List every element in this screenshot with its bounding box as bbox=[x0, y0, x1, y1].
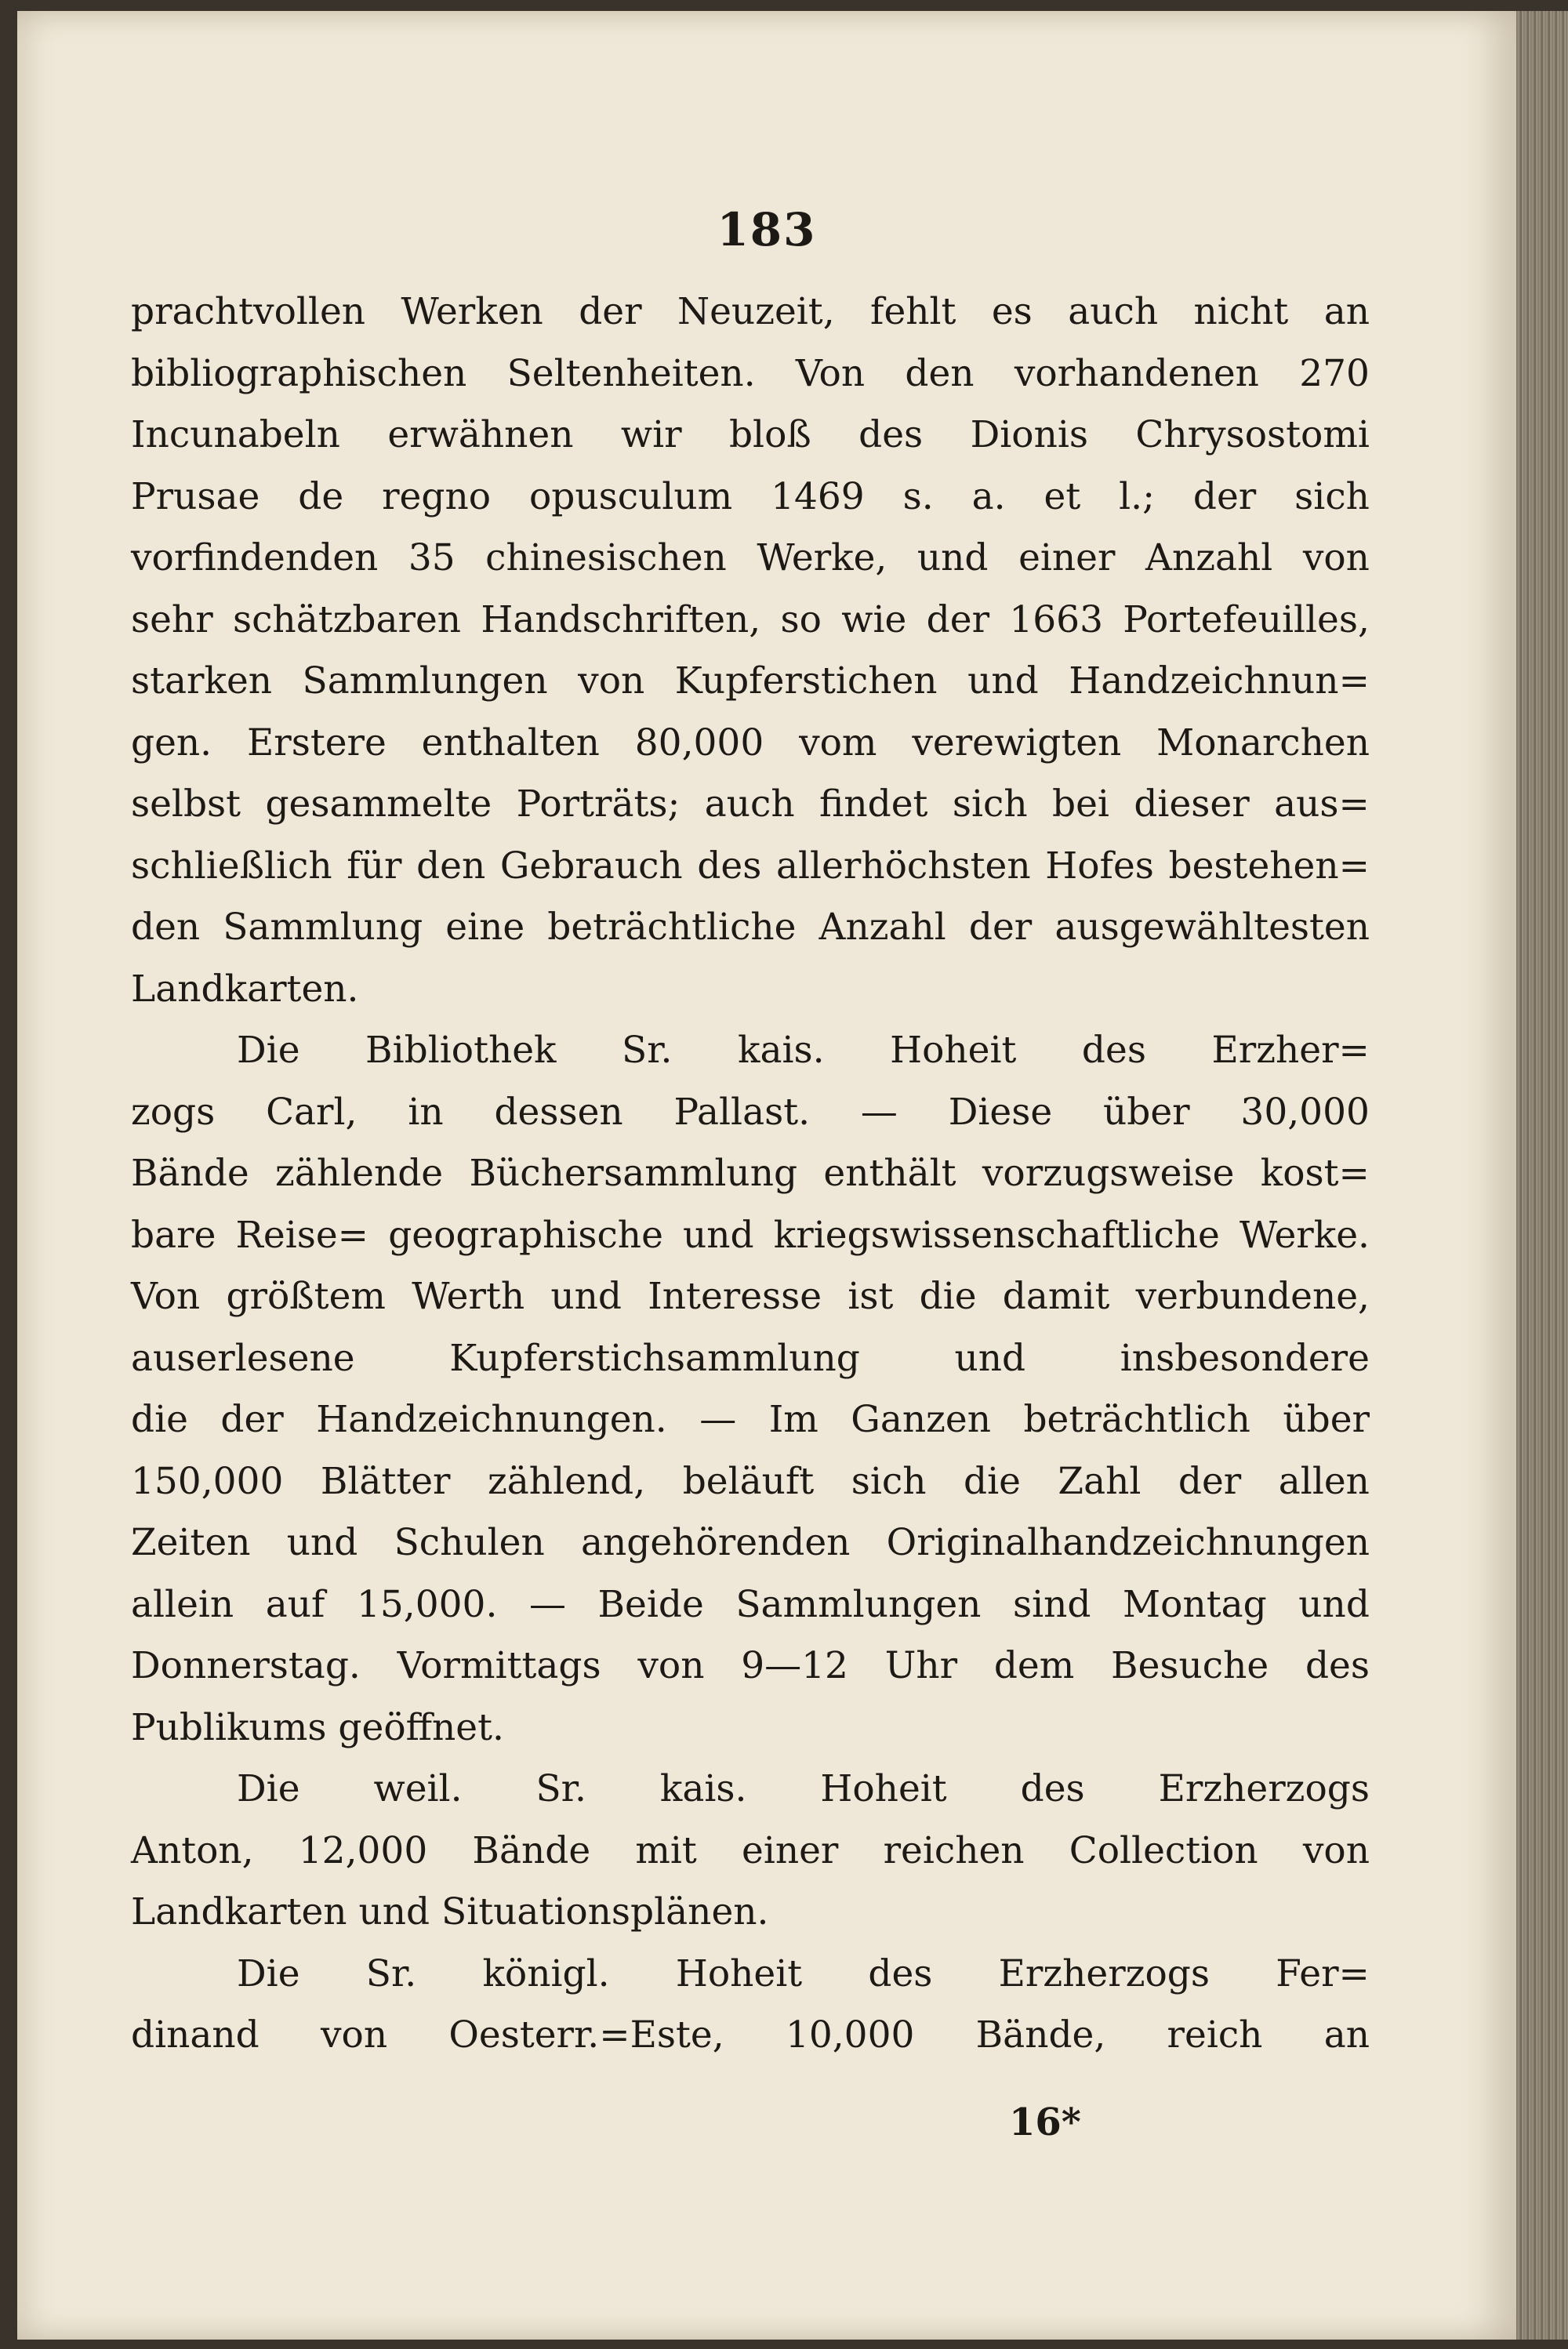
word: des bbox=[868, 1951, 933, 1995]
page-number: 183 bbox=[717, 203, 817, 256]
word: Anzahl bbox=[1145, 536, 1273, 579]
word: Werken bbox=[401, 290, 543, 333]
word: Im bbox=[768, 1398, 818, 1441]
word: auch bbox=[704, 782, 795, 826]
word: starken bbox=[131, 659, 273, 703]
word: Bände bbox=[131, 1152, 249, 1195]
word: et bbox=[1044, 474, 1081, 518]
word: und bbox=[967, 659, 1039, 703]
text-line bbox=[131, 1574, 1370, 1636]
word: weil. bbox=[373, 1767, 463, 1810]
word: allerhöchsten bbox=[776, 844, 1031, 888]
word: Ganzen bbox=[851, 1398, 991, 1441]
text-line bbox=[131, 713, 1370, 775]
word: 15,000. bbox=[356, 1582, 498, 1626]
word: kais. bbox=[659, 1767, 747, 1810]
word: findet bbox=[819, 782, 928, 826]
word: nicht bbox=[1193, 290, 1289, 333]
word: sind bbox=[1012, 1582, 1091, 1626]
word: bibliographischen bbox=[131, 351, 467, 395]
word: über bbox=[1283, 1398, 1370, 1441]
word: Werke. bbox=[1239, 1213, 1370, 1257]
word: dem bbox=[993, 1644, 1075, 1687]
text-line bbox=[131, 1020, 1370, 1082]
word: Erzherzogs bbox=[998, 1951, 1210, 1995]
word: der bbox=[1178, 1459, 1242, 1503]
word: Sr. bbox=[535, 1767, 586, 1810]
word: Sr. bbox=[365, 1951, 417, 1995]
word: Beide bbox=[597, 1582, 704, 1626]
word: eine bbox=[445, 906, 525, 949]
text-line bbox=[131, 1512, 1370, 1574]
word: Von bbox=[131, 1275, 201, 1318]
text-line bbox=[131, 1328, 1370, 1390]
word: Vormittags bbox=[397, 1644, 601, 1687]
word: für bbox=[347, 844, 402, 888]
word: ist bbox=[848, 1275, 894, 1318]
word: zählende bbox=[275, 1152, 444, 1195]
word: an bbox=[1323, 2013, 1370, 2057]
word: ausgewähltesten bbox=[1054, 906, 1370, 949]
text-line bbox=[131, 1082, 1370, 1144]
word: Oesterr.=Este, bbox=[448, 2013, 724, 2057]
word: Sammlung bbox=[223, 906, 423, 949]
word: Montag bbox=[1123, 1582, 1267, 1626]
word: dinand bbox=[131, 2013, 260, 2057]
word: Hoheit bbox=[820, 1767, 947, 1810]
word: der bbox=[220, 1398, 284, 1441]
word: enthalten bbox=[421, 721, 600, 764]
text-line bbox=[131, 467, 1370, 528]
word: bloß bbox=[728, 413, 811, 456]
body-text bbox=[131, 281, 1370, 2067]
word: Sammlungen bbox=[735, 1582, 982, 1626]
word: in bbox=[408, 1090, 444, 1134]
text-line bbox=[131, 1205, 1370, 1267]
word: Carl, bbox=[266, 1090, 358, 1134]
word: reich bbox=[1167, 2013, 1263, 2057]
text-line bbox=[131, 836, 1370, 898]
word: Originalhandzeichnungen bbox=[886, 1521, 1370, 1564]
word: selbst bbox=[131, 782, 241, 826]
word: 1469 bbox=[771, 474, 865, 518]
word: Erzher= bbox=[1211, 1029, 1370, 1072]
word: geographische bbox=[388, 1213, 663, 1257]
word: regno bbox=[382, 474, 492, 518]
word: 30,000 bbox=[1240, 1090, 1370, 1134]
word: 10,000 bbox=[785, 2013, 915, 2057]
word: zählend, bbox=[488, 1459, 646, 1503]
word: Reise= bbox=[235, 1213, 369, 1257]
word: dieser bbox=[1134, 782, 1250, 826]
word: über bbox=[1102, 1090, 1190, 1134]
word: von bbox=[1302, 1828, 1370, 1872]
word: die bbox=[963, 1459, 1021, 1503]
word: an bbox=[1323, 290, 1370, 333]
word: und bbox=[286, 1521, 358, 1564]
word: Kupferstichsammlung bbox=[449, 1336, 860, 1380]
word: Fer= bbox=[1276, 1951, 1370, 1995]
word: gen. bbox=[131, 721, 212, 764]
word: Portefeuilles, bbox=[1123, 597, 1370, 641]
word: prachtvollen bbox=[131, 290, 366, 333]
word: Bände, bbox=[975, 2013, 1106, 2057]
word: zogs bbox=[131, 1090, 216, 1134]
text-line bbox=[131, 1143, 1370, 1205]
word: vorhandenen bbox=[1014, 351, 1259, 395]
word: des bbox=[1305, 1644, 1370, 1687]
word: beläuft bbox=[682, 1459, 815, 1503]
word: angehörenden bbox=[580, 1521, 851, 1564]
word: bare bbox=[131, 1213, 216, 1257]
word: Prusae bbox=[131, 474, 260, 518]
text-line: Landkarten und Situationsplänen. bbox=[131, 1890, 769, 1933]
word: der bbox=[926, 597, 990, 641]
word: a. bbox=[971, 474, 1006, 518]
word: Anzahl bbox=[818, 906, 946, 949]
text-line bbox=[131, 1389, 1370, 1451]
word: Werth bbox=[412, 1275, 525, 1318]
word: Monarchen bbox=[1156, 721, 1370, 764]
word: beträchtlich bbox=[1023, 1398, 1250, 1441]
word: fehlt bbox=[870, 290, 956, 333]
word: beträchtliche bbox=[547, 906, 797, 949]
text-line bbox=[131, 1821, 1370, 1882]
word: s. bbox=[902, 474, 934, 518]
word: Büchersammlung bbox=[469, 1152, 798, 1195]
word: damit bbox=[1002, 1275, 1110, 1318]
word: Die bbox=[237, 1029, 300, 1072]
word: sich bbox=[851, 1459, 927, 1503]
word: bei bbox=[1052, 782, 1109, 826]
word: 80,000 bbox=[634, 721, 764, 764]
word: Erzherzogs bbox=[1158, 1767, 1370, 1810]
word: Erstere bbox=[246, 721, 387, 764]
word: des bbox=[858, 413, 924, 456]
book-page bbox=[17, 11, 1516, 2340]
word: Uhr bbox=[884, 1644, 958, 1687]
word: Hoheit bbox=[675, 1951, 803, 1995]
text-line: Landkarten. bbox=[131, 967, 359, 1011]
page-edge bbox=[1516, 11, 1568, 2340]
word: von bbox=[321, 2013, 388, 2057]
word: — bbox=[699, 1398, 737, 1441]
word: Handschriften, bbox=[481, 597, 761, 641]
text-line bbox=[131, 590, 1370, 652]
word: Werke, bbox=[757, 536, 887, 579]
text-line bbox=[131, 774, 1370, 836]
word: wie bbox=[841, 597, 907, 641]
word: kriegswissenschaftliche bbox=[773, 1213, 1220, 1257]
word: der bbox=[579, 290, 642, 333]
word: auch bbox=[1068, 290, 1159, 333]
word: auf bbox=[265, 1582, 325, 1626]
word: aus= bbox=[1274, 782, 1370, 826]
word: — bbox=[860, 1090, 898, 1134]
word: und bbox=[916, 536, 989, 579]
word: wir bbox=[620, 413, 682, 456]
word: bestehen= bbox=[1168, 844, 1370, 888]
text-line bbox=[131, 2005, 1370, 2067]
word: einer bbox=[742, 1828, 839, 1872]
word: die bbox=[131, 1398, 188, 1441]
word: und bbox=[954, 1336, 1026, 1380]
word: kost= bbox=[1260, 1152, 1370, 1195]
word: Porträts; bbox=[516, 782, 681, 826]
word: den bbox=[905, 351, 975, 395]
text-line bbox=[131, 405, 1370, 467]
word: 150,000 bbox=[131, 1459, 284, 1503]
word: so bbox=[780, 597, 822, 641]
word: reichen bbox=[883, 1828, 1025, 1872]
word: Sr. bbox=[622, 1029, 673, 1072]
word: Neuzeit, bbox=[677, 290, 835, 333]
word: vorzugsweise bbox=[982, 1152, 1235, 1195]
word: Handzeichnungen. bbox=[316, 1398, 667, 1441]
word: Handzeichnun= bbox=[1069, 659, 1370, 703]
word: Bibliothek bbox=[365, 1029, 557, 1072]
word: dessen bbox=[494, 1090, 623, 1134]
text-line bbox=[131, 1266, 1370, 1328]
word: kais. bbox=[738, 1029, 825, 1072]
text-line bbox=[131, 651, 1370, 713]
word: vom bbox=[799, 721, 877, 764]
word: der bbox=[1192, 474, 1257, 518]
word: und bbox=[683, 1213, 754, 1257]
word: Donnerstag. bbox=[131, 1644, 361, 1687]
word: mit bbox=[635, 1828, 697, 1872]
word: Dionis bbox=[970, 413, 1088, 456]
word: Kupferstichen bbox=[674, 659, 938, 703]
word: Sammlungen bbox=[302, 659, 548, 703]
word: schließlich bbox=[131, 844, 332, 888]
word: von bbox=[637, 1644, 705, 1687]
word: allein bbox=[131, 1582, 234, 1626]
word: einer bbox=[1018, 536, 1116, 579]
word: erwähnen bbox=[387, 413, 574, 456]
word: schätzbaren bbox=[232, 597, 462, 641]
word: Gebrauch bbox=[499, 844, 683, 888]
word: allen bbox=[1278, 1459, 1370, 1503]
word: Hofes bbox=[1045, 844, 1154, 888]
word: Von bbox=[795, 351, 866, 395]
text-line bbox=[131, 897, 1370, 959]
word: verbundene, bbox=[1135, 1275, 1370, 1318]
text-line bbox=[131, 1451, 1370, 1513]
word: auserlesene bbox=[131, 1336, 355, 1380]
word: größtem bbox=[226, 1275, 386, 1318]
word: es bbox=[991, 290, 1033, 333]
word: von bbox=[578, 659, 645, 703]
text-line bbox=[131, 1759, 1370, 1821]
text-line bbox=[131, 1636, 1370, 1697]
word: opusculum bbox=[528, 474, 733, 518]
word: 12,000 bbox=[298, 1828, 428, 1872]
text-line bbox=[131, 281, 1370, 343]
word: den bbox=[416, 844, 486, 888]
word: Incunabeln bbox=[131, 413, 340, 456]
word: l.; bbox=[1119, 474, 1155, 518]
word: des bbox=[697, 844, 762, 888]
word: sich bbox=[1294, 474, 1370, 518]
word: die bbox=[919, 1275, 977, 1318]
word: des bbox=[1020, 1767, 1085, 1810]
word: chinesischen bbox=[485, 536, 727, 579]
word: den bbox=[131, 906, 201, 949]
word: Pallast. bbox=[673, 1090, 811, 1134]
word: Blätter bbox=[320, 1459, 451, 1503]
word: Die bbox=[237, 1951, 300, 1995]
word: Zeiten bbox=[131, 1521, 251, 1564]
word: Hoheit bbox=[890, 1029, 1017, 1072]
word: verewigten bbox=[912, 721, 1122, 764]
word: vorfindenden bbox=[131, 536, 379, 579]
word: insbesondere bbox=[1120, 1336, 1370, 1380]
word: Bände bbox=[472, 1828, 591, 1872]
word: königl. bbox=[482, 1951, 610, 1995]
word: Die bbox=[237, 1767, 300, 1810]
text-line bbox=[131, 343, 1370, 405]
word: Chrysostomi bbox=[1135, 413, 1370, 456]
word: 1663 bbox=[1009, 597, 1103, 641]
signature-mark: 16* bbox=[1009, 2100, 1081, 2144]
word: Zahl bbox=[1058, 1459, 1142, 1503]
word: und bbox=[1298, 1582, 1370, 1626]
word: gesammelte bbox=[265, 782, 492, 826]
word: des bbox=[1081, 1029, 1146, 1072]
word: Besuche bbox=[1111, 1644, 1269, 1687]
word: — bbox=[528, 1582, 566, 1626]
word: Diese bbox=[948, 1090, 1053, 1134]
word: Schulen bbox=[394, 1521, 545, 1564]
word: 35 bbox=[408, 536, 456, 579]
word: der bbox=[968, 906, 1033, 949]
word: Anton, bbox=[131, 1828, 254, 1872]
word: Interesse bbox=[648, 1275, 822, 1318]
word: Seltenheiten. bbox=[506, 351, 756, 395]
text-line: Publikums geöffnet. bbox=[131, 1705, 504, 1749]
word: von bbox=[1302, 536, 1370, 579]
word: sich bbox=[952, 782, 1028, 826]
word: 270 bbox=[1299, 351, 1370, 395]
word: enthält bbox=[823, 1152, 956, 1195]
word: sehr bbox=[131, 597, 213, 641]
text-line bbox=[131, 528, 1370, 590]
word: 9—12 bbox=[741, 1644, 848, 1687]
word: de bbox=[298, 474, 344, 518]
word: Collection bbox=[1069, 1828, 1258, 1872]
word: und bbox=[550, 1275, 622, 1318]
text-line bbox=[131, 1944, 1370, 2006]
